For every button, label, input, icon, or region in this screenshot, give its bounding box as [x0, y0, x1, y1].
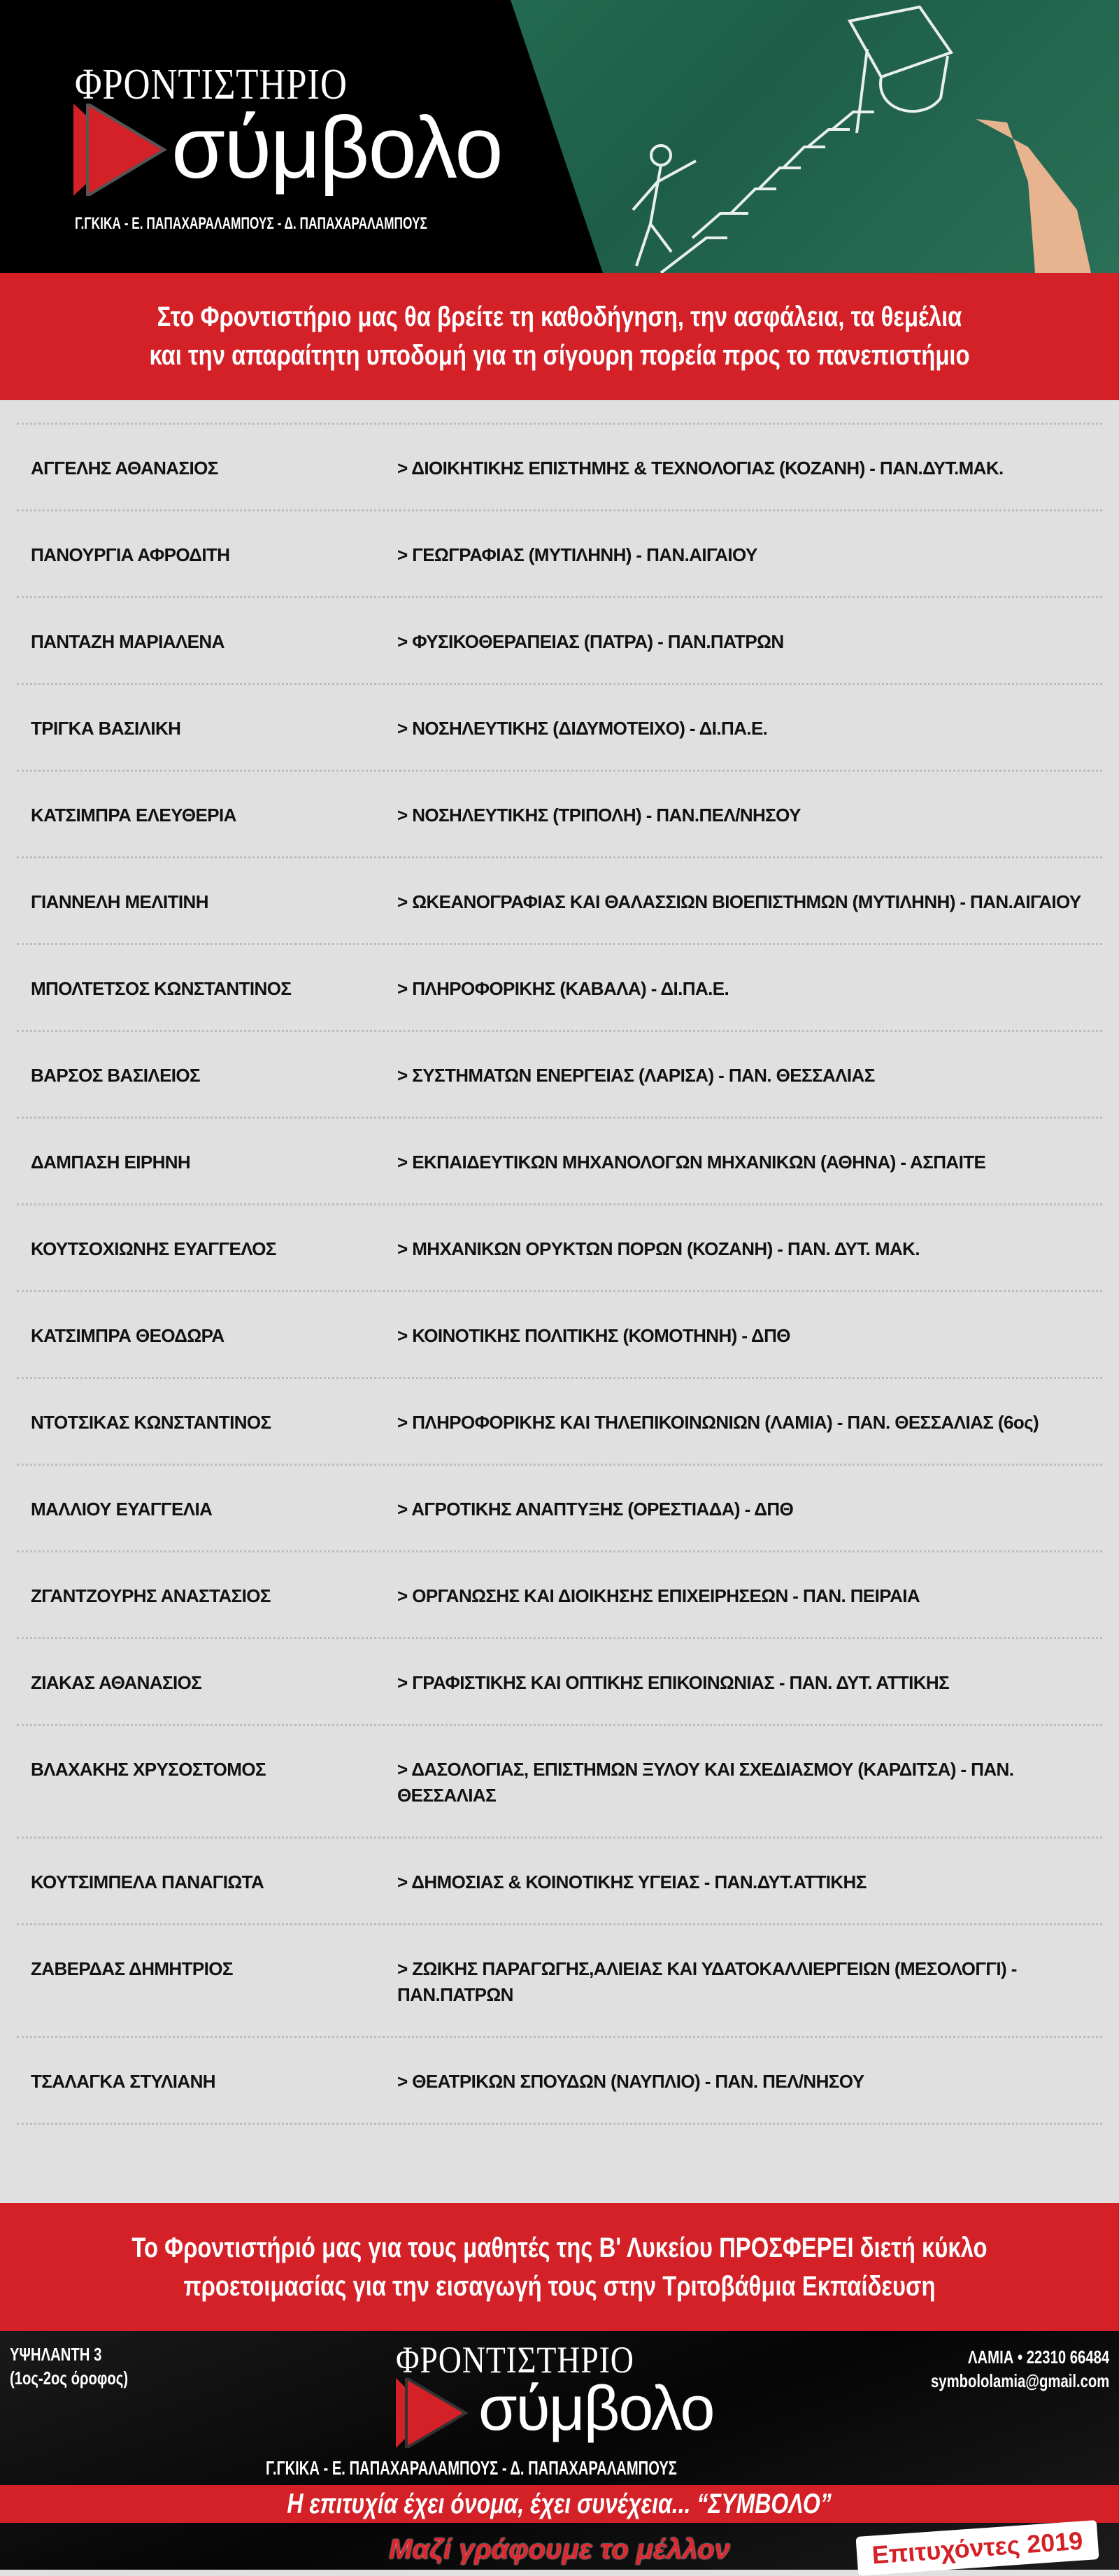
result-row — [17, 770, 1102, 856]
student-name: ΒΑΡΣΟΣ ΒΑΣΙΛΕΙΟΣ — [31, 1065, 201, 1086]
intro-banner — [0, 273, 1119, 400]
logo-title: ΦΡΟΝΤΙΣΤΗΡΙΟ — [75, 61, 348, 108]
student-name: ΖΑΒΕΡΔΑΣ ΔΗΜΗΤΡΙΟΣ — [31, 1958, 233, 1979]
result-row — [17, 1550, 1102, 1637]
result-row — [17, 1290, 1102, 1377]
intro-line-2: και την απαραίτητη υποδομή για τη σίγουρη πορεία προς το πανεπιστήμιο — [149, 340, 970, 371]
result-row — [17, 1724, 1102, 1837]
admitted-department: > ΓΕΩΓΡΑΦΙΑΣ (ΜΥΤΙΛΗΝΗ) - ΠΑΝ.ΑΙΓΑΙΟΥ — [397, 544, 757, 565]
logo-arrow-icon — [73, 104, 171, 196]
offer-banner — [0, 2203, 1119, 2331]
result-row — [17, 2036, 1102, 2125]
student-name: ΓΙΑΝΝΕΛΗ ΜΕΛΙΤΙΝΗ — [31, 891, 208, 912]
footer — [0, 2331, 1119, 2570]
result-row — [17, 596, 1102, 683]
admitted-department: > ΔΙΟΙΚΗΤΙΚΗΣ ΕΠΙΣΤΗΜΗΣ & ΤΕΧΝΟΛΟΓΙΑΣ (ΚΟΖΑΝΗ) - ΠΑΝ.ΔΥΤ.ΜΑΚ. — [397, 458, 1004, 479]
offer-line-2: προετοιμασίας για την εισαγωγή τους στην Τριτοβάθμια Εκπαίδευση — [183, 2270, 936, 2302]
admitted-department: > ΑΓΡΟΤΙΚΗΣ ΑΝΑΠΤΥΞΗΣ (ΟΡΕΣΤΙΑΔΑ) - ΔΠΘ — [397, 1499, 794, 1520]
offer-line-1: Το Φροντιστήριό μας για τους μαθητές της Β' Λυκείου ΠΡΟΣΦΕΡΕΙ διετή κύκλο — [131, 2232, 988, 2263]
header-banner — [0, 0, 1119, 273]
student-name: ΜΑΛΛΙΟΥ ΕΥΑΓΓΕΛΙΑ — [31, 1499, 213, 1520]
result-row — [17, 1637, 1102, 1724]
result-row — [17, 1464, 1102, 1550]
admitted-department: > ΔΗΜΟΣΙΑΣ & ΚΟΙΝΟΤΙΚΗΣ ΥΓΕΙΑΣ - ΠΑΝ.ΔΥΤ.ΑΤΤΙΚΗΣ — [397, 1871, 867, 1892]
address-line-2: (1ος-2ος όροφος) — [10, 2368, 129, 2389]
student-name: ΤΡΙΓΚΑ ΒΑΣΙΛΙΚΗ — [31, 718, 181, 739]
result-row — [17, 1203, 1102, 1290]
admitted-department: > ΠΛΗΡΟΦΟΡΙΚΗΣ (ΚΑΒΑΛΑ) - ΔΙ.ΠΑ.Ε. — [397, 978, 729, 999]
admitted-department: > ΩΚΕΑΝΟΓΡΑΦΙΑΣ ΚΑΙ ΘΑΛΑΣΣΙΩΝ ΒΙΟΕΠΙΣΤΗΜΩΝ (ΜΥΤΙΛΗΝΗ) - ΠΑΝ.ΑΙΓΑΙΟΥ — [397, 891, 1081, 912]
admitted-department: > ΓΡΑΦΙΣΤΙΚΗΣ ΚΑΙ ΟΠΤΙΚΗΣ ΕΠΙΚΟΙΝΩΝΙΑΣ - ΠΑΝ. ΔΥΤ. ΑΤΤΙΚΗΣ — [397, 1672, 950, 1693]
student-name: ΔΑΜΠΑΣΗ ΕΙΡΗΝΗ — [31, 1152, 191, 1173]
result-row — [17, 1377, 1102, 1464]
footer-logo-arrow-icon — [396, 2378, 473, 2448]
result-row — [17, 423, 1102, 509]
intro-line-1: Στο Φροντιστήριο μας θα βρείτε τη καθοδήγηση, την ασφάλεια, τα θεμέλια — [157, 302, 962, 332]
result-row — [17, 856, 1102, 943]
admitted-department: > ΣΥΣΤΗΜΑΤΩΝ ΕΝΕΡΓΕΙΑΣ (ΛΑΡΙΣΑ) - ΠΑΝ. ΘΕΣΣΑΛΙΑΣ — [397, 1065, 875, 1086]
admitted-department: > ΘΕΑΤΡΙΚΩΝ ΣΠΟΥΔΩΝ (ΝΑΥΠΛΙΟ) - ΠΑΝ. ΠΕΛ/ΝΗΣΟΥ — [397, 2071, 864, 2092]
student-name: ΖΓΑΝΤΖΟΥΡΗΣ ΑΝΑΣΤΑΣΙΟΣ — [31, 1585, 271, 1606]
student-name: ΒΛΑΧΑΚΗΣ ΧΡΥΣΟΣΤΟΜΟΣ — [31, 1759, 266, 1780]
slogan-banner — [0, 2485, 1119, 2523]
student-name: ΚΑΤΣΙΜΠΡΑ ΕΛΕΥΘΕΡΙΑ — [31, 805, 236, 826]
student-name: ΚΑΤΣΙΜΠΡΑ ΘΕΟΔΩΡΑ — [31, 1325, 224, 1346]
motto-text: Μαζί γράφουμε το μέλλον — [389, 2534, 730, 2565]
student-name: ΚΟΥΤΣΟΧΙΩΝΗΣ ΕΥΑΓΓΕΛΟΣ — [31, 1238, 276, 1259]
result-row — [17, 683, 1102, 770]
student-name: ΠΑΝΤΑΖΗ ΜΑΡΙΑΛΕΝΑ — [31, 631, 224, 652]
logo-word: σύμβολο — [171, 99, 502, 197]
footer-names: Γ.ΓΚΙΚΑ - Ε. ΠΑΠΑΧΑΡΑΛΑΜΠΟΥΣ - Δ. ΠΑΠΑΧΑΡΑΛΑΜΠΟΥΣ — [266, 2457, 677, 2479]
successes-badge: Επιτυχόντες 2019 — [855, 2520, 1099, 2576]
admitted-department: > ΜΗΧΑΝΙΚΩΝ ΟΡΥΚΤΩΝ ΠΟΡΩΝ (ΚΟΖΑΝΗ) - ΠΑΝ. ΔΥΤ. ΜΑΚ. — [397, 1238, 920, 1259]
student-name: ΤΣΑΛΑΓΚΑ ΣΤΥΛΙΑΝΗ — [31, 2071, 215, 2092]
admitted-department: > ΚΟΙΝΟΤΙΚΗΣ ΠΟΛΙΤΙΚΗΣ (ΚΟΜΟΤΗΝΗ) - ΔΠΘ — [397, 1325, 790, 1346]
admitted-department: > ΕΚΠΑΙΔΕΥΤΙΚΩΝ ΜΗΧΑΝΟΛΟΓΩΝ ΜΗΧΑΝΙΚΩΝ (ΑΘΗΝΑ) - ΑΣΠΑΙΤΕ — [397, 1152, 986, 1173]
footer-logo-word: σύμβολο — [478, 2374, 714, 2444]
slogan-text: Η επιτυχία έχει όνομα, έχει συνέχεια... “ΣΥΜΒΟΛΟ” — [287, 2489, 832, 2519]
result-row — [17, 1923, 1102, 2036]
admitted-department: > ΖΩΙΚΗΣ ΠΑΡΑΓΩΓΗΣ,ΑΛΙΕΙΑΣ ΚΑΙ ΥΔΑΤΟΚΑΛΛΙΕΡΓΕΙΩΝ (ΜΕΣΟΛΟΓΓΙ) - ΠΑΝ.ΠΑΤΡΩΝ — [397, 1958, 1017, 2005]
student-name: ΝΤΟΤΣΙΚΑΣ ΚΩΝΣΤΑΝΤΙΝΟΣ — [31, 1412, 271, 1433]
student-name: ΠΑΝΟΥΡΓΙΑ ΑΦΡΟΔΙΤΗ — [31, 544, 230, 565]
email-link[interactable]: symbololamia@gmail.com — [930, 2370, 1109, 2391]
admitted-department: > ΟΡΓΑΝΩΣΗΣ ΚΑΙ ΔΙΟΙΚΗΣΗΣ ΕΠΙΧΕΙΡΗΣΕΩΝ - ΠΑΝ. ΠΕΙΡΑΙΑ — [397, 1585, 920, 1606]
address-line-1: ΥΨΗΛΑΝΤΗ 3 — [10, 2344, 102, 2365]
result-row — [17, 1117, 1102, 1203]
logo-subtitle: Γ.ΓΚΙΚΑ - Ε. ΠΑΠΑΧΑΡΑΛΑΜΠΟΥΣ - Δ. ΠΑΠΑΧΑΡΑΛΑΜΠΟΥΣ — [75, 214, 427, 233]
student-name: ΑΓΓΕΛΗΣ ΑΘΑΝΑΣΙΟΣ — [31, 458, 218, 479]
results-list — [17, 423, 1102, 2125]
admitted-department: > ΝΟΣΗΛΕΥΤΙΚΗΣ (ΤΡΙΠΟΛΗ) - ΠΑΝ.ΠΕΛ/ΝΗΣΟΥ — [397, 805, 801, 826]
result-row — [17, 1837, 1102, 1923]
footer-logo-title: ΦΡΟΝΤΙΣΤΗΡΙΟ — [396, 2339, 634, 2381]
result-row — [17, 509, 1102, 596]
city-phone: ΛΑΜΙΑ • 22310 66484 — [967, 2347, 1109, 2368]
admitted-department: > ΠΛΗΡΟΦΟΡΙΚΗΣ ΚΑΙ ΤΗΛΕΠΙΚΟΙΝΩΝΙΩΝ (ΛΑΜΙΑ) - ΠΑΝ. ΘΕΣΣΑΛΙΑΣ (6ος) — [397, 1412, 1039, 1433]
admitted-department: > ΔΑΣΟΛΟΓΙΑΣ, ΕΠΙΣΤΗΜΩΝ ΞΥΛΟΥ ΚΑΙ ΣΧΕΔΙΑΣΜΟΥ (ΚΑΡΔΙΤΣΑ) - ΠΑΝ. ΘΕΣΣΑΛΙΑΣ — [397, 1759, 1014, 1806]
admitted-department: > ΝΟΣΗΛΕΥΤΙΚΗΣ (ΔΙΔΥΜΟΤΕΙΧΟ) - ΔΙ.ΠΑ.Ε. — [397, 718, 768, 739]
student-name: ΜΠΟΛΤΕΤΣΟΣ ΚΩΝΣΤΑΝΤΙΝΟΣ — [31, 978, 292, 999]
student-name: ΚΟΥΤΣΙΜΠΕΛΑ ΠΑΝΑΓΙΩΤΑ — [31, 1871, 264, 1892]
student-name: ΖΙΑΚΑΣ ΑΘΑΝΑΣΙΟΣ — [31, 1672, 202, 1693]
result-row — [17, 943, 1102, 1030]
result-row — [17, 1030, 1102, 1117]
admitted-department: > ΦΥΣΙΚΟΘΕΡΑΠΕΙΑΣ (ΠΑΤΡΑ) - ΠΑΝ.ΠΑΤΡΩΝ — [397, 631, 784, 652]
